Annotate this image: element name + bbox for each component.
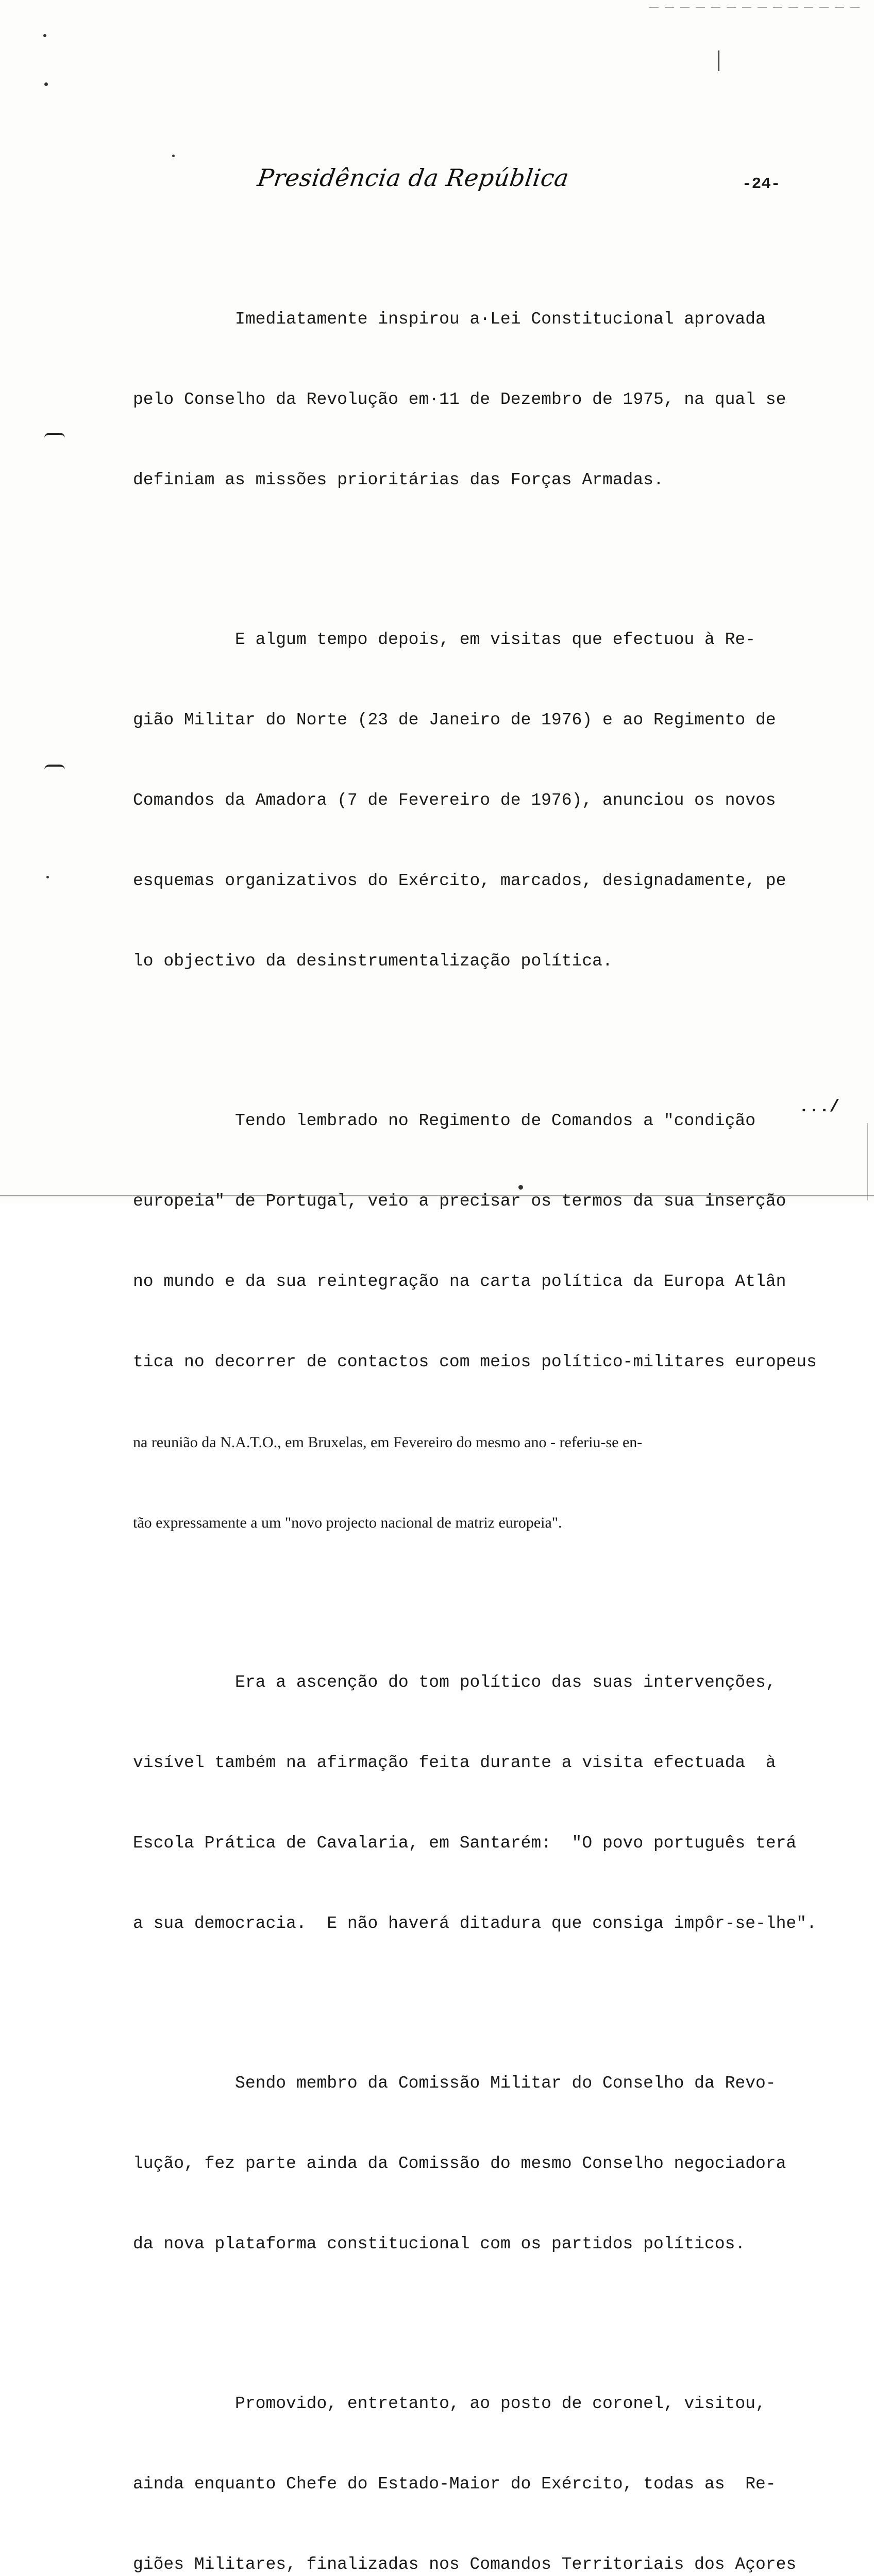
paragraph (133, 573, 844, 1028)
text-line: na reunião da N.A.T.O., em Bruxelas, em Fevereiro do mesmo ano - referiu-se en- (133, 1434, 643, 1451)
text-line: no mundo e da sua reintegração na carta política da Europa Atlân (133, 1272, 786, 1291)
scan-speck (43, 34, 46, 37)
scan-top-rule (649, 7, 866, 8)
scan-speck (172, 155, 175, 157)
text-line: Tendo lembrado no Regimento de Comandos a "condição (133, 1111, 755, 1130)
text-line: Era a ascenção do tom político das suas intervenções, (133, 1673, 776, 1692)
text-line: tica no decorrer de contactos com meios político-militares europeus (133, 1352, 817, 1371)
text-line: definiam as missões prioritárias das Forças Armadas. (133, 470, 664, 489)
text-line: tão expressamente a um "novo projecto nacional de matriz europeia". (133, 1514, 562, 1531)
text-line: pelo Conselho da Revolução em·11 de Dezembro de 1975, na qual se (133, 390, 786, 409)
text-line: Imediatamente inspirou a·Lei Constitucional aprovada (133, 310, 766, 329)
continuation-mark: .../ (799, 1097, 840, 1116)
scan-margin-mark (718, 50, 719, 71)
text-line: lo objectivo da desinstrumentalização política. (133, 952, 613, 971)
scan-speck (44, 82, 48, 86)
text-line: E algum tempo depois, em visitas que efectuou à Re- (133, 630, 755, 649)
text-line: Promovido, entretanto, ao posto de coronel, visitou, (133, 2394, 766, 2413)
scan-speck (44, 433, 65, 438)
scan-speck (46, 876, 49, 878)
paragraph (133, 1054, 844, 1590)
paragraph (133, 2016, 844, 2311)
text-line: a sua democracia. E não haverá ditadura que consiga impôr-se-lhe". (133, 1914, 817, 1933)
text-line: gião Militar do Norte (23 de Janeiro de 1976) e ao Regimento de (133, 710, 776, 730)
body-text (133, 252, 844, 2576)
page-number: -24- (742, 175, 781, 193)
paragraph (133, 1616, 844, 1991)
text-line: Escola Prática de Cavalaria, em Santarém: "O povo português terá (133, 1834, 797, 1853)
scan-speck (44, 765, 65, 770)
paragraph (133, 2337, 844, 2576)
text-line: giões Militares, finalizadas nos Comandos Territoriais dos Açores (133, 2555, 797, 2574)
text-line: visível também na afirmação feita durante a visita efectuada à (133, 1753, 776, 1772)
text-line: lução, fez parte ainda da Comissão do mesmo Conselho negociadora (133, 2154, 786, 2173)
text-line: Comandos da Amadora (7 de Fevereiro de 1976), anunciou os novos (133, 791, 776, 810)
paragraph (133, 252, 844, 547)
text-line: ainda enquanto Chefe do Estado-Maior do Exército, todas as Re- (133, 2475, 776, 2494)
text-line: Sendo membro da Comissão Militar do Conselho da Revo- (133, 2074, 776, 2093)
text-line: esquemas organizativos do Exército, marcados, designadamente, pe (133, 871, 786, 890)
scan-right-edge (867, 1123, 868, 1200)
text-line: europeia" de Portugal, veio a precisar os termos da sua inserção (133, 1192, 786, 1211)
letterhead: Presidência da República (256, 164, 571, 192)
text-line: da nova plataforma constitucional com os partidos políticos. (133, 2234, 746, 2253)
